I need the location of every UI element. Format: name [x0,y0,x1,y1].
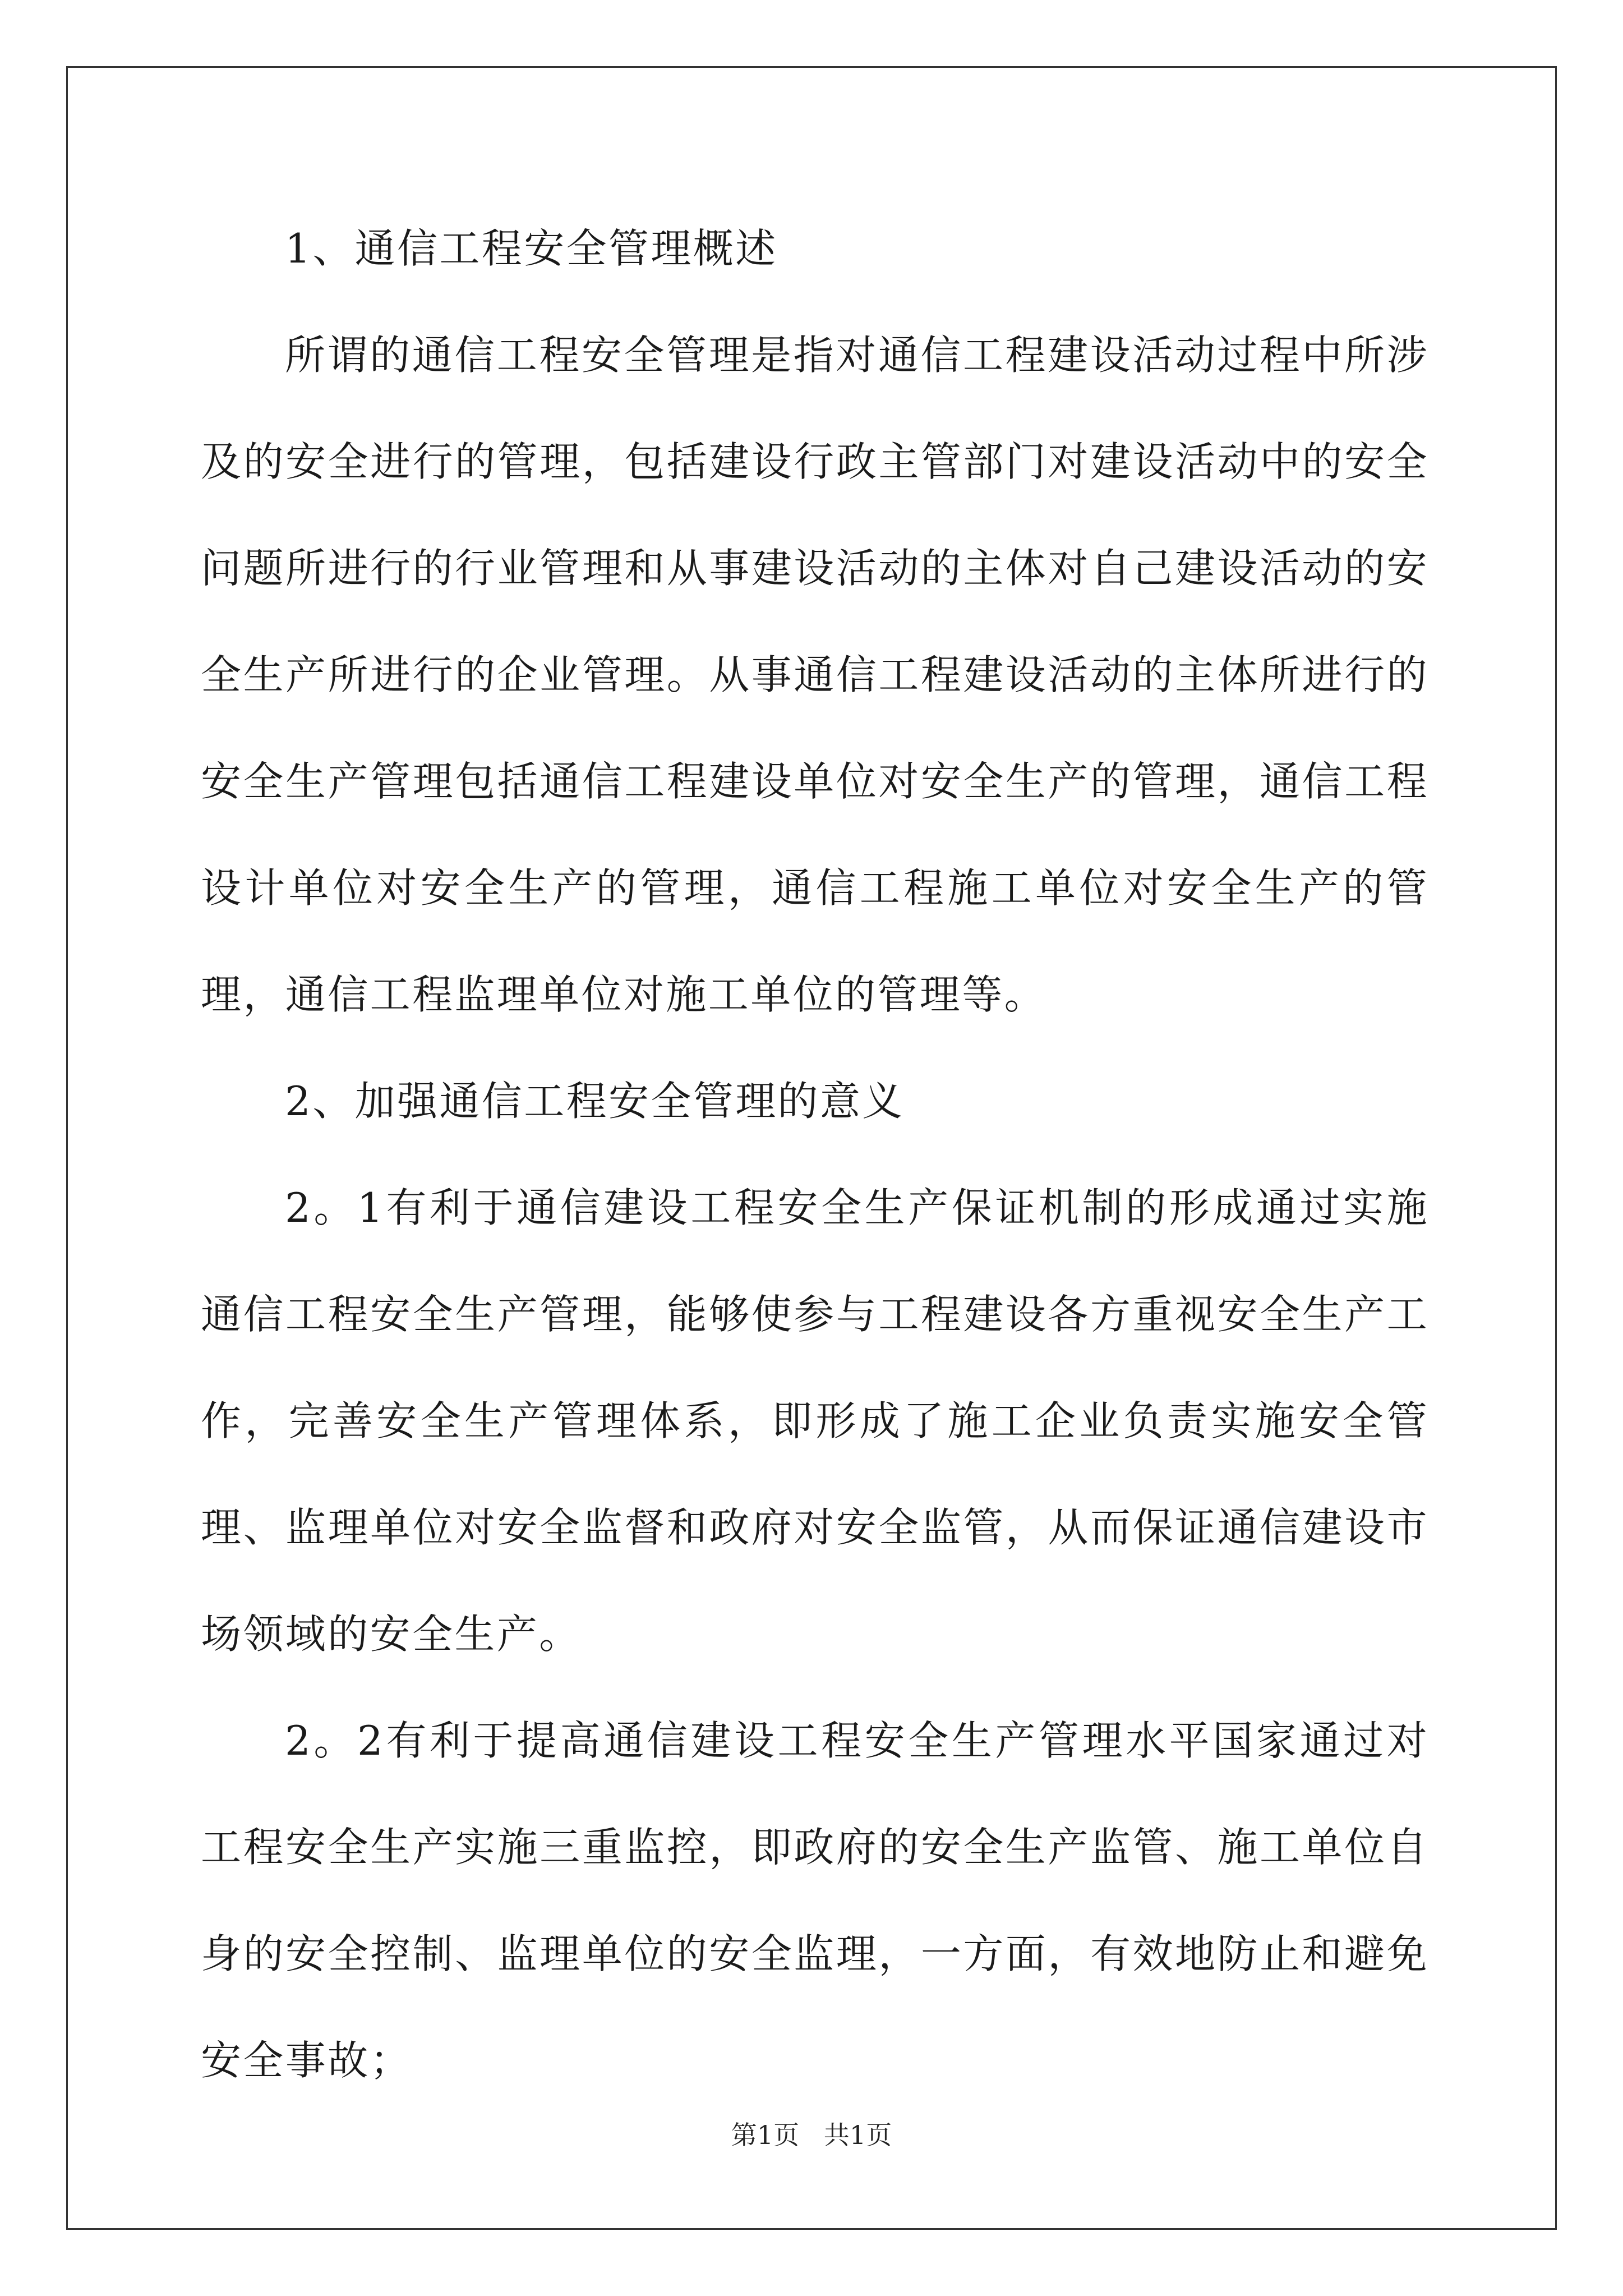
paragraph-1: 所谓的通信工程安全管理是指对通信工程建设活动过程中所涉及的安全进行的管理，包括建设行政主管部门对建设活动中的安全问题所进行的行业管理和从事建设活动的主体对自己建设活动的安全生产所进行的企业管理。从事通信工程建设活动的主体所进行的安全生产管理包括通信工程建设单位对安全生产的管理，通信工程设计单位对安全生产的管理，通信工程施工单位对安全生产的管理，通信工程监理单位对施工单位的管理等。 [201,332,1429,1018]
document-body [201,195,1429,2114]
section-heading-2: 2、加强通信工程安全管理的意义 [285,1078,905,1125]
page-number-label: 第1页 共1页 [731,2120,892,2150]
page-footer [0,2115,1623,2152]
section-heading-1: 1、通信工程安全管理概述 [285,225,778,272]
paragraph-2-1: 2。1有利于通信建设工程安全生产保证机制的形成通过实施通信工程安全生产管理，能够使参与工程建设各方重视安全生产工作，完善安全生产管理体系，即形成了施工企业负责实施安全管理、监理单位对安全监督和政府对安全监管，从而保证通信建设市场领域的安全生产。 [201,1184,1429,1658]
paragraph-2-2: 2。2有利于提高通信建设工程安全生产管理水平国家通过对工程安全生产实施三重监控，即政府的安全生产监管、施工单位自身的安全控制、监理单位的安全监理，一方面，有效地防止和避免安全事故； [201,1717,1429,2084]
